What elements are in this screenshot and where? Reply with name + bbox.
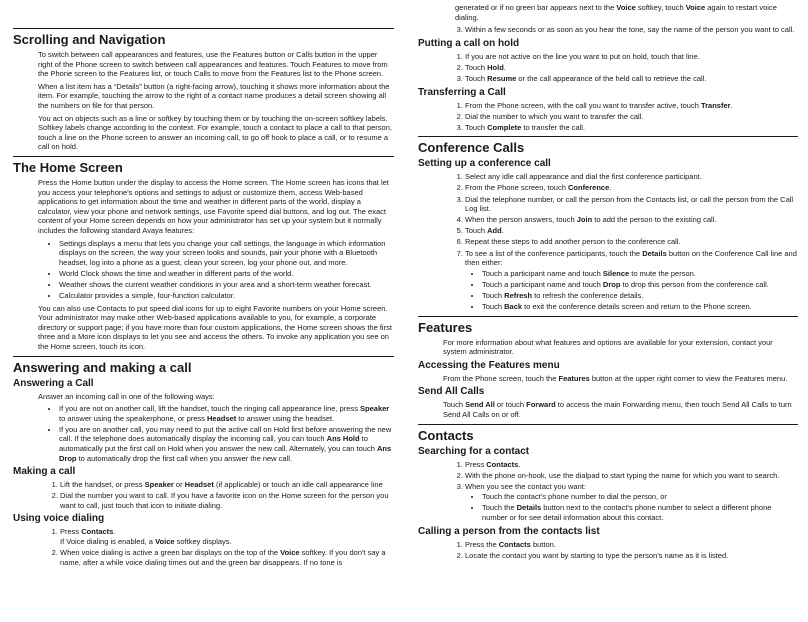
list-item: 3. When you see the contact you want: • Touch the contact's phone number to dial the person, or • Touch the Details button next to the contact's phone number to select a different phone number or for see detail information about this contact.	[465, 482, 798, 523]
list-item: • Touch a participant name and touch Drop to drop this person from the conference call.	[482, 280, 798, 290]
features-heading: Features	[418, 316, 798, 335]
list-item: • Touch the Details button next to the contact's phone number to select a different phone number or for see detail information about this contact.	[482, 503, 798, 522]
list-item: • Calculator provides a simple, four-function calculator.	[59, 291, 394, 301]
scrolling-paragraph-1: To switch between call appearances and features, use the Features button or Calls button in the upper right of the Phone screen to switch between call appearances and features. Touch Features to move from the Phone screen to the Features list, or touch Calls to move from the Features list to the Phone screen.	[38, 50, 388, 79]
transfer-steps	[418, 101, 798, 133]
list-item: 3. Within a few seconds or as soon as you hear the tone, say the name of the person you want to call.	[465, 25, 798, 35]
calling-from-contacts-steps	[418, 540, 798, 561]
hold-steps	[418, 52, 798, 84]
list-item: 3. Touch Resume or the call appearance of the held call to retrieve the call.	[465, 74, 798, 84]
voice-dialing-steps	[13, 527, 394, 567]
list-item: • Touch Back to exit the conference details screen and return to the Phone screen.	[482, 302, 798, 312]
list-item: 2. Touch Hold.	[465, 63, 798, 73]
list-item: 1. Select any idle call appearance and dial the first conference participant.	[465, 172, 798, 182]
send-all-calls-subheading: Send All Calls	[418, 386, 485, 398]
accessing-features-subheading: Accessing the Features menu	[418, 359, 560, 371]
list-item: • World Clock shows the time and weather in different parts of the world.	[59, 269, 394, 279]
searching-contact-subheading: Searching for a contact	[418, 445, 530, 457]
accessing-features-paragraph: From the Phone screen, touch the Features button at the upper right corner to view the Features menu.	[443, 373, 788, 383]
list-item: 1. Lift the handset, or press Speaker or Headset (if applicable) or touch an idle call appearance line	[60, 480, 394, 490]
list-item: 2. Dial the number to which you want to transfer the call.	[465, 112, 798, 122]
home-screen-heading: The Home Screen	[13, 156, 394, 175]
answering-list	[13, 404, 394, 463]
list-item: 7. To see a list of the conference participants, touch the Details button on the Conference Call line and then either: • Touch a participant name and touch Silence to mute the person. • Touch a participant name and touch Drop to drop this person from the conference call. • Touch Refresh to refresh the conference details. • Touch Back to exit the conference details screen and return to the Phone screen.	[465, 249, 798, 312]
list-item: • Touch Refresh to refresh the conference details.	[482, 291, 798, 301]
answering-intro: Answer an incoming call in one of the following ways:	[38, 391, 215, 401]
scrolling-paragraph-3: You act on objects such as a line or softkey by touching them or by touching the on-screen softkey labels. Softkey labels change according to the context. For example, touch a contact to place a call to that person, touch a line on the Phone screen to answer an incoming call, to go off hook to place a call, or to resume a call on hold.	[38, 113, 392, 152]
list-item: 3. Touch Complete to transfer the call.	[465, 123, 798, 133]
list-item: 2. Locate the contact you want by starting to type the person's name as it is listed.	[465, 551, 798, 561]
contacts-heading: Contacts	[418, 424, 798, 443]
answering-call-subheading: Answering a Call	[13, 377, 94, 389]
making-call-subheading: Making a call	[13, 466, 76, 478]
list-item: 4. When the person answers, touch Join to add the person to the existing call.	[465, 215, 798, 225]
transfer-subheading: Transferring a Call	[418, 86, 506, 98]
list-item: 3. Dial the telephone number, or call the person from the Contacts list, or call the person from the Call Log list.	[465, 195, 798, 214]
voice-dialing-steps-continued	[418, 25, 798, 35]
list-item: • If you are on another call, you may need to put the active call on Hold first before answering the new call. If the telephone does automatically display the incoming call, you can touch Ans Hold to automatically put the first call on Hold when you answer the new call. Alternately, you can touch Ans Drop to automatically drop the first call when you answer the new call.	[59, 425, 394, 463]
list-item: 2. When voice dialing is active a green bar displays on the top of the Voice softkey. If you don't say a name, after a while voice dialing times out and the green bar disappears. If no tone is	[60, 548, 394, 567]
list-item: 2. Dial the number you want to call. If you have a favorite icon on the Home screen for the person you want to call, just touch that icon to initiate dialing.	[60, 491, 394, 510]
conference-setup-subheading: Setting up a conference call	[418, 158, 551, 170]
send-all-calls-paragraph: Touch Send All or touch Forward to access the main Forwarding menu, then touch Send All Calls to turn Send All Calls on or off.	[443, 400, 792, 419]
home-paragraph-1: Press the Home button under the display to access the Home screen. The Home screen has icons that let you access your telephone's options and settings to adjust or customize them, access Web-based applications to get information about the time and weather in different parts of the world, display a calculator, view your phone and network settings, use Favorite speed dial buttons, and log out. The exact content of your Home screen depends on how your administrator has set up your system but it normally includes the following standard Avaya features:	[38, 177, 389, 235]
home-features-list	[13, 239, 394, 301]
left-column	[13, 0, 394, 570]
list-item: 2. With the phone on-hook, use the dialpad to start typing the name for which you want to search.	[465, 471, 798, 481]
conference-calls-heading: Conference Calls	[418, 136, 798, 155]
list-item: 1. Press the Contacts button.	[465, 540, 798, 550]
list-item: • Touch the contact's phone number to dial the person, or	[482, 492, 798, 502]
list-item: • Weather shows the current weather conditions in your area and a short-term weather forecast.	[59, 280, 394, 290]
list-item: 1. Press Contacts.	[465, 460, 798, 470]
scrolling-navigation-heading: Scrolling and Navigation	[13, 28, 394, 47]
hold-subheading: Putting a call on hold	[418, 37, 520, 49]
list-item: 5. Touch Add.	[465, 226, 798, 236]
list-item: 6. Repeat these steps to add another person to the conference call.	[465, 237, 798, 247]
list-item: 1. From the Phone screen, with the call you want to transfer active, touch Transfer.	[465, 101, 798, 111]
list-item: 2. From the Phone screen, touch Conference.	[465, 183, 798, 193]
conference-steps	[418, 172, 798, 311]
home-paragraph-2: You can also use Contacts to put speed dial icons for up to eight Favorite numbers on your Home screen. Your administrator may make other Web-based applications available to you, for example, a corporate directory or support page; if you have more than four custom applications, the Home screen shows the first three and a More icon displays to let you see and access the others. To invoke any application you see on the Home screen, touch its icon.	[38, 303, 392, 351]
list-item: 1. If you are not active on the line you want to put on hold, touch that line.	[465, 52, 798, 62]
making-call-steps	[13, 480, 394, 510]
searching-contact-steps	[418, 460, 798, 523]
list-item: • Settings displays a menu that lets you change your call settings, the language in which information displays on the screen, the way your screen looks and sounds, pair your phone with a Bluetooth headset, log into a phone as a guest, clean your screen, log your phone out, and more.	[59, 239, 394, 268]
list-item: 1. Press Contacts. If Voice dialing is enabled, a Voice softkey displays.	[60, 527, 394, 546]
voice-dialing-subheading: Using voice dialing	[13, 513, 105, 525]
conference-options-list	[465, 269, 798, 312]
calling-from-contacts-subheading: Calling a person from the contacts list	[418, 525, 600, 537]
features-paragraph: For more information about what features and options are available for your extension, contact your system administrator.	[443, 337, 773, 357]
list-item: • If you are not on another call, lift the handset, touch the ringing call appearance line, press Speaker to answer using the speakerphone, or press Headset to answer using the headset.	[59, 404, 394, 423]
right-column	[418, 0, 798, 563]
scrolling-paragraph-2: When a list item has a “Details” button (a right-facing arrow), touching it shows more information about the item. For example, touching the arrow to the right of a contact name produces a detail screen showing all the numbers on file for that person.	[38, 81, 390, 110]
list-item: • Touch a participant name and touch Silence to mute the person.	[482, 269, 798, 279]
voice-dialing-continued: generated or if no green bar appears next to the Voice softkey, touch Voice again to restart voice dialing.	[455, 3, 777, 22]
answering-making-heading: Answering and making a call	[13, 356, 394, 375]
contact-options-list	[465, 492, 798, 522]
